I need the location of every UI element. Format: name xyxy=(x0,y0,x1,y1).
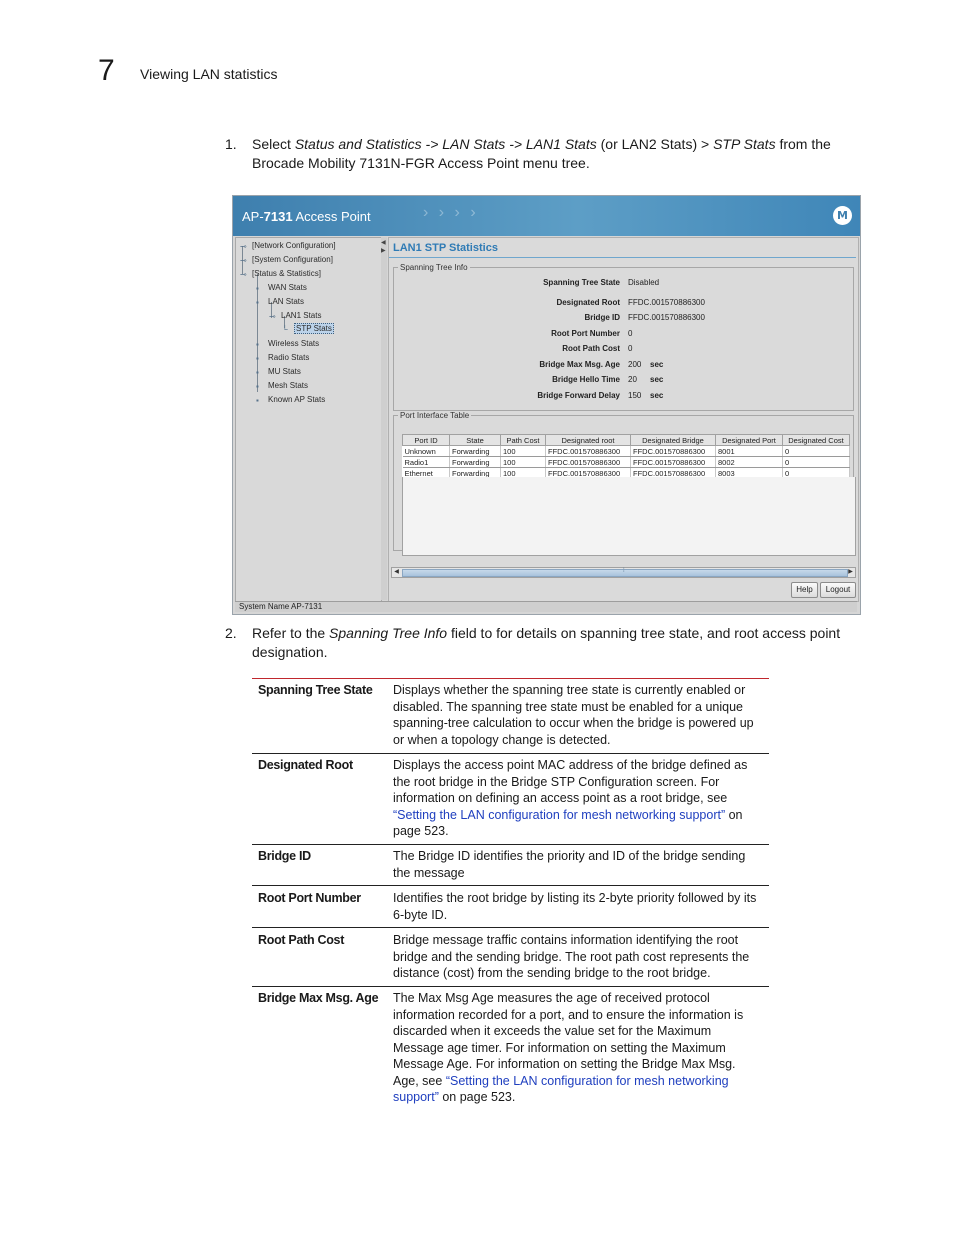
status-bar xyxy=(235,601,857,612)
port-interface-table-group xyxy=(393,411,854,551)
splitter-right-arrow-icon[interactable]: ▶ xyxy=(381,248,386,254)
designated-root-label: Designated Root xyxy=(556,298,620,307)
root-path-cost-label: Root Path Cost xyxy=(562,344,620,353)
tree-item-lan-stats[interactable] xyxy=(256,297,304,307)
app-title xyxy=(242,209,371,224)
bridge-hello-time-label: Bridge Hello Time xyxy=(552,375,620,384)
step-text-line2: designation. xyxy=(252,644,328,660)
row-separator xyxy=(252,844,769,845)
table-cell: Radio1 xyxy=(403,457,450,468)
tree-label-selected: STP Stats xyxy=(296,324,332,333)
table-cell: 8003 xyxy=(716,468,783,479)
step-text-part: Refer to the xyxy=(252,625,330,641)
table-cell: 100 xyxy=(501,446,546,457)
system-icon: ⊸ xyxy=(240,256,247,265)
table-cell: Forwarding xyxy=(450,457,501,468)
row-separator xyxy=(252,927,769,928)
header-decoration: › › › › xyxy=(423,204,479,221)
tree-item-wan-stats[interactable] xyxy=(256,283,307,293)
bridge-max-msg-age-unit: sec xyxy=(650,360,664,369)
definition-text: Displays the access point MAC address of the bridge defined as the root bridge in the Bridge STP Configuration screen. For information on defining an access point as a root bridge, see xyxy=(393,758,748,805)
table-cell: Ethernet xyxy=(403,468,450,479)
field-definition: The Bridge ID identifies the priority and ID of the bridge sending the message xyxy=(393,849,746,880)
stp-statistics-panel xyxy=(388,237,859,602)
step-text-part: Select xyxy=(252,136,295,152)
bridge-max-msg-age-value: 200 xyxy=(628,360,642,369)
field-definition xyxy=(393,990,763,1106)
step-number: 2. xyxy=(225,625,237,641)
tree-label: [Status & Statistics] xyxy=(252,269,321,278)
root-port-number-value: 0 xyxy=(628,329,633,338)
root-path-cost-value: 0 xyxy=(628,344,633,353)
column-header[interactable]: Designated root xyxy=(546,435,631,446)
definition-text: on page 523. xyxy=(393,807,743,838)
table-cell: Forwarding xyxy=(450,446,501,457)
bridge-max-msg-age-label: Bridge Max Msg. Age xyxy=(539,360,620,369)
table-cell: FFDC.001570886300 xyxy=(546,457,631,468)
radio-icon: ▪ xyxy=(256,354,259,363)
field-term: Root Path Cost xyxy=(258,933,345,947)
step-text-part: field to for details on spanning tree state, and root access point xyxy=(447,625,841,641)
tree-item-known-ap-stats[interactable] xyxy=(256,395,325,405)
table-cell: 0 xyxy=(783,457,850,468)
tree-label: [Network Configuration] xyxy=(252,241,336,250)
tree-label: Wireless Stats xyxy=(268,339,320,348)
column-header[interactable]: Designated Bridge xyxy=(631,435,716,446)
tree-label: Radio Stats xyxy=(268,353,310,362)
step-text-part: (or LAN2 Stats) > xyxy=(596,136,714,152)
branch-icon: └ xyxy=(282,325,288,334)
panel-splitter[interactable] xyxy=(381,237,387,600)
step-text-italic: STP Stats xyxy=(713,136,776,152)
wan-icon: ▪ xyxy=(256,284,259,293)
table-empty-area xyxy=(402,477,856,556)
field-term: Designated Root xyxy=(258,758,353,772)
group-legend: Spanning Tree Info xyxy=(400,263,468,272)
step-text-part: from the xyxy=(775,136,831,152)
panel-title: LAN1 STP Statistics xyxy=(393,242,498,254)
table-cell: 8001 xyxy=(716,446,783,457)
column-header[interactable]: Designated Cost xyxy=(783,435,850,446)
step-text-italic: Spanning Tree Info xyxy=(329,625,448,641)
step-text xyxy=(252,135,831,154)
table-top-rule xyxy=(252,678,769,679)
chart-icon: ⊸ xyxy=(240,270,247,279)
table-cell: Unknown xyxy=(403,446,450,457)
tree-item-radio-stats[interactable] xyxy=(256,353,309,363)
mu-icon: ▪ xyxy=(256,368,259,377)
bridge-hello-time-unit: sec xyxy=(650,375,664,384)
field-definition xyxy=(393,757,763,840)
tree-item-stp-stats[interactable] xyxy=(282,324,334,334)
tree-item-lan1-stats[interactable] xyxy=(269,311,321,321)
row-separator xyxy=(252,885,769,886)
spanning-tree-info-group xyxy=(393,263,854,411)
field-term: Spanning Tree State xyxy=(258,683,373,697)
spanning-tree-state-label: Spanning Tree State xyxy=(543,278,620,287)
tree-label: LAN Stats xyxy=(268,297,305,306)
status-text: System Name AP-7131 xyxy=(239,602,323,611)
table-cell: Forwarding xyxy=(450,468,501,479)
group-legend: Port Interface Table xyxy=(400,411,470,420)
logout-button[interactable]: Logout xyxy=(820,582,856,598)
table-cell: 0 xyxy=(783,468,850,479)
tree-label: MU Stats xyxy=(268,367,301,376)
scroll-right-arrow-icon[interactable]: ▶ xyxy=(848,569,853,575)
lan-icon: ▪ xyxy=(256,298,259,307)
menu-tree xyxy=(235,237,382,602)
root-port-number-label: Root Port Number xyxy=(551,329,620,338)
app-title-suffix: Access Point xyxy=(292,209,371,224)
scroll-left-arrow-icon[interactable]: ◀ xyxy=(394,569,399,575)
tree-item-mesh-stats[interactable] xyxy=(256,381,308,391)
table-cell: FFDC.001570886300 xyxy=(631,457,716,468)
tree-label: Known AP Stats xyxy=(268,395,326,404)
row-separator xyxy=(252,986,769,987)
bridge-forward-delay-value: 150 xyxy=(628,391,642,400)
app-title-prefix: AP- xyxy=(242,209,264,224)
network-icon: ⊸ xyxy=(240,242,247,251)
definition-text: on page 523. xyxy=(438,1090,516,1104)
designated-root-value: FFDC.001570886300 xyxy=(628,298,705,307)
tree-item-wireless-stats[interactable] xyxy=(256,339,319,349)
field-definition: Identifies the root bridge by listing its 2-byte priority followed by its 6-byte ID. xyxy=(393,891,757,922)
table-cell: FFDC.001570886300 xyxy=(631,468,716,479)
table-row[interactable] xyxy=(403,457,850,468)
chapter-number: 7 xyxy=(98,54,115,87)
column-header[interactable]: Path Cost xyxy=(501,435,546,446)
step-number: 1. xyxy=(225,136,237,152)
grip-icon: ⁞ xyxy=(623,568,625,574)
table-cell: FFDC.001570886300 xyxy=(631,446,716,457)
tree-label: Mesh Stats xyxy=(268,381,309,390)
table-cell: 100 xyxy=(501,468,546,479)
table-header-row xyxy=(403,435,850,446)
tree-item-system-configuration[interactable] xyxy=(240,255,333,265)
tree-item-status-statistics[interactable] xyxy=(240,269,321,279)
field-definition: Displays whether the spanning tree state is currently enabled or disabled. The spanning tree state must be enabled for a unique spanning-tree calculation to occur when the bridge is powered up or when a topology change is detected. xyxy=(393,683,754,747)
scrollbar-thumb[interactable] xyxy=(402,569,848,577)
bridge-id-label: Bridge ID xyxy=(584,313,620,322)
expand-icon: ⊸ xyxy=(269,312,276,321)
tree-label: LAN1 Stats xyxy=(281,311,322,320)
horizontal-scrollbar[interactable] xyxy=(391,567,856,578)
step-text-line2: Brocade Mobility 7131N-FGR Access Point menu tree. xyxy=(252,155,590,171)
cross-reference-link[interactable]: “Setting the LAN configuration for mesh networking support” xyxy=(393,807,726,822)
table-cell: FFDC.001570886300 xyxy=(546,446,631,457)
table-cell: 100 xyxy=(501,457,546,468)
mesh-icon: ▪ xyxy=(256,382,259,391)
field-term: Root Port Number xyxy=(258,891,361,905)
ap-icon: ▪ xyxy=(256,396,259,405)
motorola-logo-icon: M xyxy=(833,206,852,225)
field-term: Bridge ID xyxy=(258,849,311,863)
field-definition: Bridge message traffic contains information identifying the root bridge and the sending bridge. The root path cost represents the distance (cost) from the sending bridge to the root bridge. xyxy=(393,933,750,980)
tree-label: WAN Stats xyxy=(268,283,307,292)
field-term: Bridge Max Msg. Age xyxy=(258,991,379,1005)
tree-item-mu-stats[interactable] xyxy=(256,367,301,377)
step-text-italic: Status and Statistics -> LAN Stats -> LAN1 Stats xyxy=(294,136,597,152)
bridge-id-value: FFDC.001570886300 xyxy=(628,313,705,322)
column-header[interactable]: Port ID xyxy=(403,435,450,446)
port-interface-table xyxy=(402,434,850,479)
column-header[interactable]: Designated Port xyxy=(716,435,783,446)
table-cell: 0 xyxy=(783,446,850,457)
chapter-title: Viewing LAN statistics xyxy=(140,66,278,82)
spanning-tree-state-value: Disabled xyxy=(628,278,660,287)
ap-screenshot xyxy=(232,195,861,615)
wireless-icon: ▪ xyxy=(256,340,259,349)
bridge-forward-delay-label: Bridge Forward Delay xyxy=(537,391,620,400)
app-title-model: 7131 xyxy=(263,209,293,224)
help-button[interactable]: Help xyxy=(791,582,818,598)
step-2 xyxy=(225,624,885,664)
column-header[interactable]: State xyxy=(450,435,501,446)
app-header xyxy=(233,196,860,236)
step-text xyxy=(252,624,840,643)
panel-title-rule xyxy=(389,257,856,258)
table-row[interactable] xyxy=(403,446,850,457)
tree-label: [System Configuration] xyxy=(252,255,333,264)
splitter-left-arrow-icon[interactable]: ◀ xyxy=(381,240,386,246)
bridge-hello-time-value: 20 xyxy=(628,375,637,384)
step-1 xyxy=(225,135,865,175)
table-cell: 8002 xyxy=(716,457,783,468)
cross-reference-link[interactable]: “Setting the LAN configuration for mesh networking support” xyxy=(393,1073,729,1104)
tree-item-network-configuration[interactable] xyxy=(240,241,336,251)
table-cell: FFDC.001570886300 xyxy=(546,468,631,479)
definition-text: The Max Msg Age measures the age of received protocol information recorded for a port, and to ensure the information is discarded when it exceeds the value set for the Maximum Message age timer. For information on setting the Maximum Message Age. For information on setting the Bridge Max Msg. Age, see xyxy=(393,991,744,1088)
bridge-forward-delay-unit: sec xyxy=(650,391,664,400)
row-separator xyxy=(252,753,769,754)
